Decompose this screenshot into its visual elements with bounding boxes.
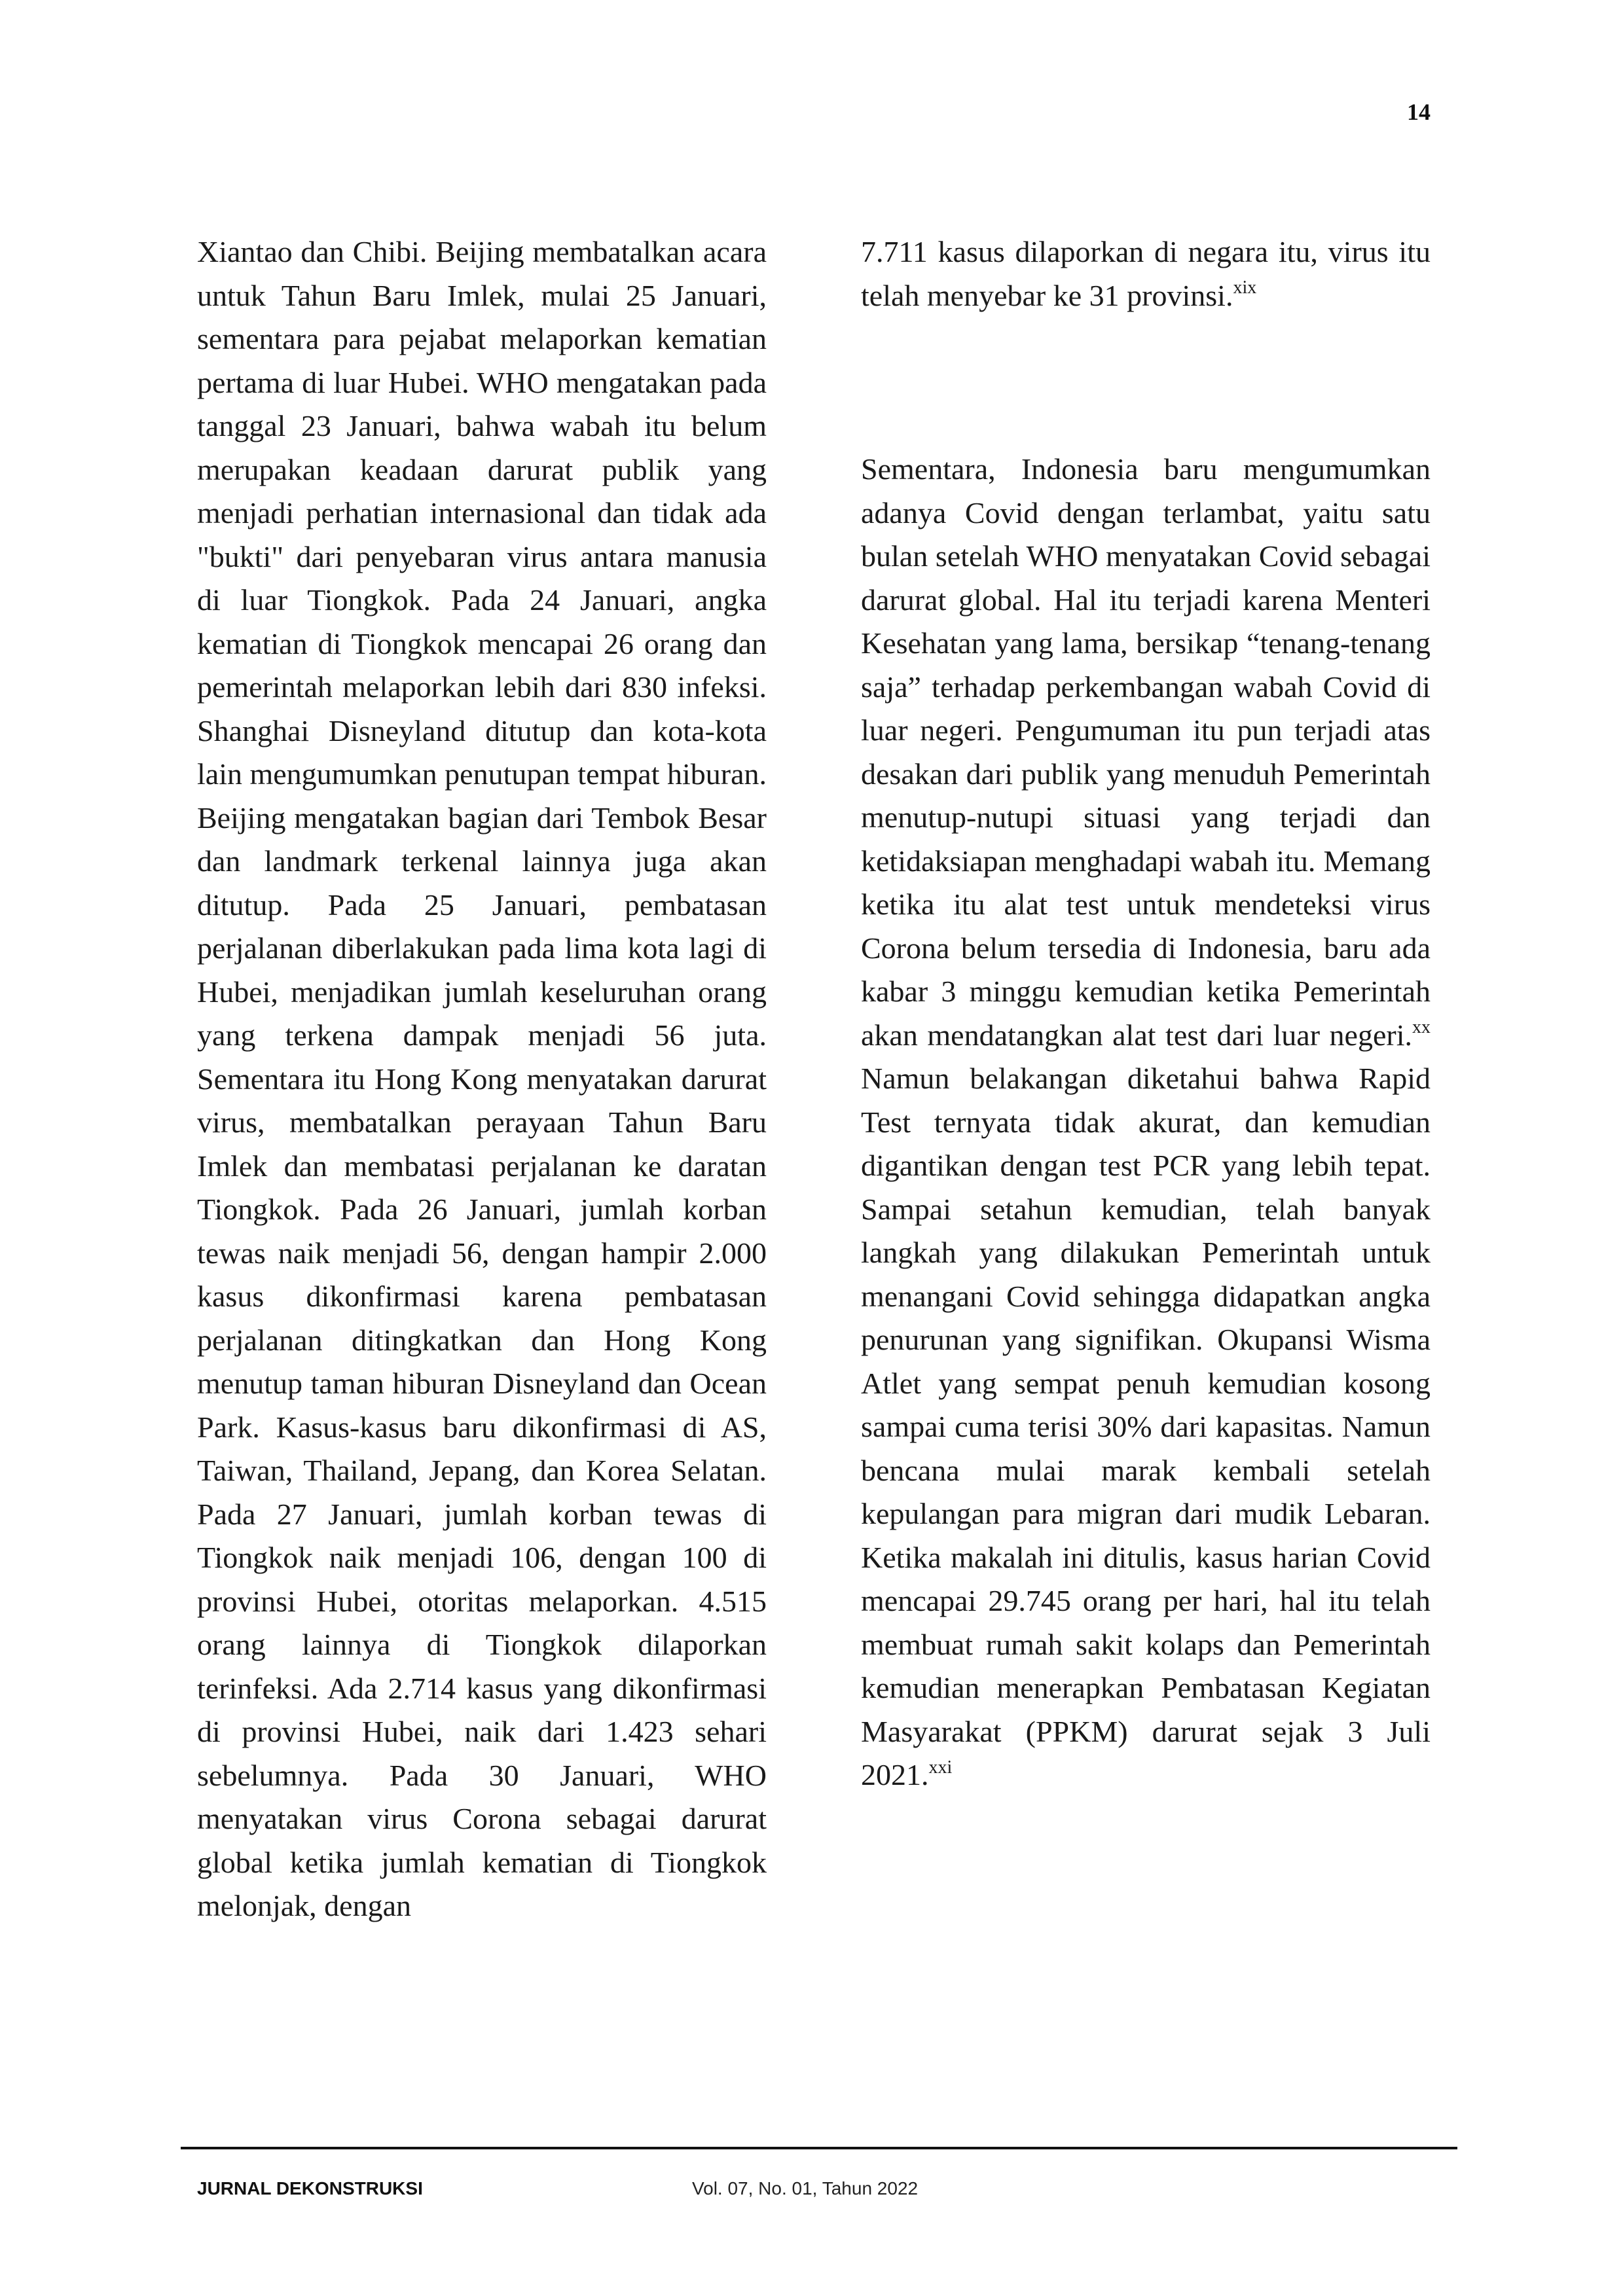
body-paragraph bbox=[861, 230, 1431, 317]
body-paragraph bbox=[861, 448, 1431, 1797]
left-column bbox=[197, 230, 767, 1928]
paragraph-text: Namun belakangan diketahui bahwa Rapid Test ternyata tidak akurat, dan kemudian digantikan dengan test PCR yang lebih tepat. Sampai setahun kemudian, telah banyak langkah yang dilakukan Pemerintah untuk menangani Covid sehingga didapatkan angka penurunan yang signifikan. Okupansi Wisma Atlet yang sempat penuh kemudian kosong sampai cuma terisi 30% dari kapasitas. Namun bencana mulai marak kembali setelah kepulangan para migran dari mudik Lebaran. Ketika makalah ini ditulis, kasus harian Covid mencapai 29.745 orang per hari, hal itu telah membuat rumah sakit kolaps dan Pemerintah kemudian menerapkan Pembatasan Kegiatan Masyarakat (PPKM) darurat sejak 3 Juli 2021. bbox=[861, 1062, 1431, 1791]
footnote-marker: xix bbox=[1233, 278, 1257, 298]
footnote-marker: xx bbox=[1412, 1017, 1431, 1038]
footer-divider bbox=[181, 2147, 1457, 2149]
paragraph-text: 7.711 kasus dilaporkan di negara itu, virus itu telah menyebar ke 31 provinsi. bbox=[861, 235, 1431, 312]
paragraph-text: Sementara, Indonesia baru mengumumkan adanya Covid dengan terlambat, yaitu satu bulan setelah WHO menyatakan Covid sebagai darurat global. Hal itu terjadi karena Menteri Kesehatan yang lama, bersikap “tenang-tenang saja” terhadap perkembangan wabah Covid di luar negeri. Pengumuman itu pun terjadi atas desakan dari publik yang menuduh Pemerintah menutup-nutupi situasi yang terjadi dan ketidaksiapan menghadapi wabah itu. Memang ketika itu alat test untuk mendeteksi virus Corona belum tersedia di Indonesia, baru ada kabar 3 minggu kemudian ketika Pemerintah akan mendatangkan alat test dari luar negeri. bbox=[861, 452, 1431, 1052]
journal-name: JURNAL DEKONSTRUKSI bbox=[197, 2178, 423, 2198]
right-column bbox=[861, 230, 1431, 1797]
body-paragraph: Xiantao dan Chibi. Beijing membatalkan acara untuk Tahun Baru Imlek, mulai 25 Januari, sementara para pejabat melaporkan kematian pertama di luar Hubei. WHO mengatakan pada tanggal 23 Januari, bahwa wabah itu belum merupakan keadaan darurat publik yang menjadi perhatian internasional dan tidak ada "bukti" dari penyebaran virus antara manusia di luar Tiongkok. Pada 24 Januari, angka kematian di Tiongkok mencapai 26 orang dan pemerintah melaporkan lebih dari 830 infeksi. Shanghai Disneyland ditutup dan kota-kota lain mengumumkan penutupan tempat hiburan. Beijing mengatakan bagian dari Tembok Besar dan landmark terkenal lainnya juga akan ditutup. Pada 25 Januari, pembatasan perjalanan diberlakukan pada lima kota lagi di Hubei, menjadikan jumlah keseluruhan orang yang terkena dampak menjadi 56 juta. Sementara itu Hong Kong menyatakan darurat virus, membatalkan perayaan Tahun Baru Imlek dan membatasi perjalanan ke daratan Tiongkok. Pada 26 Januari, jumlah korban tewas naik menjadi 56, dengan hampir 2.000 kasus dikonfirmasi karena pembatasan perjalanan ditingkatkan dan Hong Kong menutup taman hiburan Disneyland dan Ocean Park. Kasus-kasus baru dikonfirmasi di AS, Taiwan, Thailand, Jepang, dan Korea Selatan. Pada 27 Januari, jumlah korban tewas di Tiongkok naik menjadi 106, dengan 100 di provinsi Hubei, otoritas melaporkan. 4.515 orang lainnya di Tiongkok dilaporkan terinfeksi. Ada 2.714 kasus yang dikonfirmasi di provinsi Hubei, naik dari 1.423 sehari sebelumnya. Pada 30 Januari, WHO menyatakan virus Corona sebagai darurat global ketika jumlah kematian di Tiongkok melonjak, dengan bbox=[197, 235, 767, 1922]
page-number: 14 bbox=[1407, 99, 1431, 125]
volume-info: Vol. 07, No. 01, Tahun 2022 bbox=[692, 2178, 919, 2198]
footnote-marker: xxi bbox=[928, 1757, 953, 1778]
